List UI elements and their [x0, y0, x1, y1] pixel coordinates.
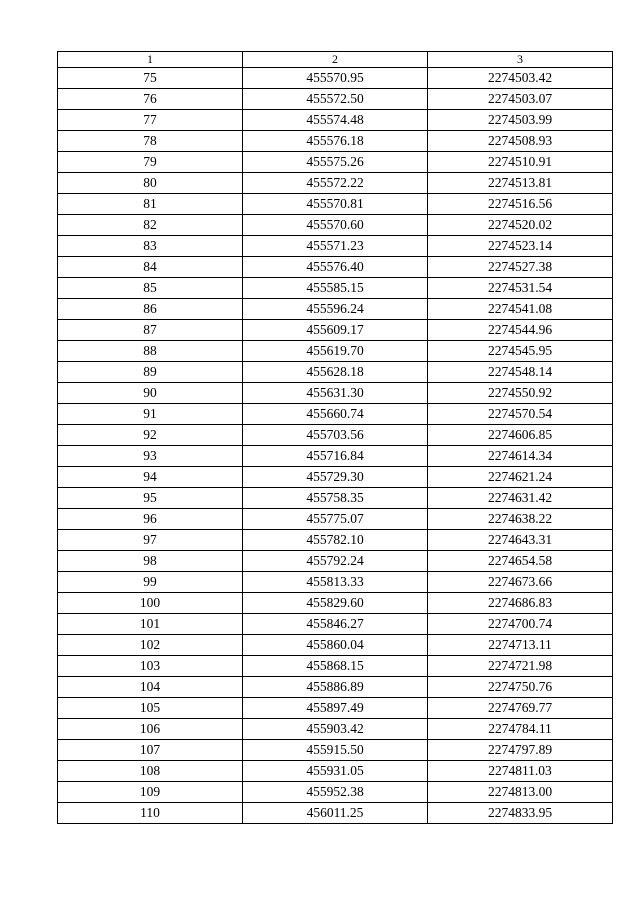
table-row — [58, 257, 613, 278]
y-coordinate-cell: 2274545.95 — [428, 341, 613, 362]
x-coordinate-cell: 455952.38 — [243, 782, 428, 803]
point-number-cell: 89 — [58, 362, 243, 383]
x-coordinate-cell: 455915.50 — [243, 740, 428, 761]
y-coordinate-cell: 2274833.95 — [428, 803, 613, 824]
table-row — [58, 446, 613, 467]
table-row — [58, 173, 613, 194]
x-coordinate-cell: 455868.15 — [243, 656, 428, 677]
table-row — [58, 404, 613, 425]
y-coordinate-cell: 2274510.91 — [428, 152, 613, 173]
table-row — [58, 425, 613, 446]
x-coordinate-cell: 455574.48 — [243, 110, 428, 131]
point-number-cell: 85 — [58, 278, 243, 299]
y-coordinate-cell: 2274643.31 — [428, 530, 613, 551]
x-coordinate-cell: 455596.24 — [243, 299, 428, 320]
table-row — [58, 278, 613, 299]
column-header-1: 1 — [58, 52, 243, 68]
x-coordinate-cell: 455619.70 — [243, 341, 428, 362]
point-number-cell: 81 — [58, 194, 243, 215]
table-row — [58, 131, 613, 152]
table-row — [58, 110, 613, 131]
table-row — [58, 215, 613, 236]
y-coordinate-cell: 2274513.81 — [428, 173, 613, 194]
point-number-cell: 90 — [58, 383, 243, 404]
y-coordinate-cell: 2274769.77 — [428, 698, 613, 719]
table-row — [58, 698, 613, 719]
y-coordinate-cell: 2274784.11 — [428, 719, 613, 740]
x-coordinate-cell: 456011.25 — [243, 803, 428, 824]
table-row — [58, 383, 613, 404]
y-coordinate-cell: 2274548.14 — [428, 362, 613, 383]
point-number-cell: 97 — [58, 530, 243, 551]
table-row — [58, 572, 613, 593]
table-row — [58, 320, 613, 341]
x-coordinate-cell: 455609.17 — [243, 320, 428, 341]
x-coordinate-cell: 455572.22 — [243, 173, 428, 194]
point-number-cell: 78 — [58, 131, 243, 152]
y-coordinate-cell: 2274797.89 — [428, 740, 613, 761]
table-row — [58, 467, 613, 488]
x-coordinate-cell: 455846.27 — [243, 614, 428, 635]
point-number-cell: 101 — [58, 614, 243, 635]
y-coordinate-cell: 2274508.93 — [428, 131, 613, 152]
point-number-cell: 83 — [58, 236, 243, 257]
column-header-3: 3 — [428, 52, 613, 68]
table-row — [58, 509, 613, 530]
x-coordinate-cell: 455775.07 — [243, 509, 428, 530]
y-coordinate-cell: 2274621.24 — [428, 467, 613, 488]
table-header — [58, 52, 613, 68]
point-number-cell: 79 — [58, 152, 243, 173]
y-coordinate-cell: 2274570.54 — [428, 404, 613, 425]
column-header-2: 2 — [243, 52, 428, 68]
y-coordinate-cell: 2274544.96 — [428, 320, 613, 341]
x-coordinate-cell: 455570.81 — [243, 194, 428, 215]
y-coordinate-cell: 2274721.98 — [428, 656, 613, 677]
y-coordinate-cell: 2274523.14 — [428, 236, 613, 257]
x-coordinate-cell: 455703.56 — [243, 425, 428, 446]
point-number-cell: 103 — [58, 656, 243, 677]
y-coordinate-cell: 2274503.99 — [428, 110, 613, 131]
table-row — [58, 740, 613, 761]
y-coordinate-cell: 2274638.22 — [428, 509, 613, 530]
x-coordinate-cell: 455792.24 — [243, 551, 428, 572]
table-row — [58, 89, 613, 110]
y-coordinate-cell: 2274606.85 — [428, 425, 613, 446]
point-number-cell: 76 — [58, 89, 243, 110]
table-row — [58, 614, 613, 635]
x-coordinate-cell: 455628.18 — [243, 362, 428, 383]
table-row — [58, 299, 613, 320]
y-coordinate-cell: 2274541.08 — [428, 299, 613, 320]
y-coordinate-cell: 2274813.00 — [428, 782, 613, 803]
point-number-cell: 95 — [58, 488, 243, 509]
point-number-cell: 109 — [58, 782, 243, 803]
y-coordinate-cell: 2274654.58 — [428, 551, 613, 572]
point-number-cell: 100 — [58, 593, 243, 614]
y-coordinate-cell: 2274673.66 — [428, 572, 613, 593]
x-coordinate-cell: 455570.60 — [243, 215, 428, 236]
point-number-cell: 87 — [58, 320, 243, 341]
point-number-cell: 110 — [58, 803, 243, 824]
point-number-cell: 84 — [58, 257, 243, 278]
x-coordinate-cell: 455585.15 — [243, 278, 428, 299]
header-row — [58, 52, 613, 68]
point-number-cell: 91 — [58, 404, 243, 425]
table-row — [58, 635, 613, 656]
y-coordinate-cell: 2274750.76 — [428, 677, 613, 698]
table-row — [58, 530, 613, 551]
y-coordinate-cell: 2274713.11 — [428, 635, 613, 656]
x-coordinate-cell: 455575.26 — [243, 152, 428, 173]
table-row — [58, 488, 613, 509]
table-row — [58, 68, 613, 89]
coordinates-table — [57, 51, 613, 824]
point-number-cell: 94 — [58, 467, 243, 488]
x-coordinate-cell: 455576.18 — [243, 131, 428, 152]
y-coordinate-cell: 2274503.07 — [428, 89, 613, 110]
y-coordinate-cell: 2274631.42 — [428, 488, 613, 509]
table-row — [58, 719, 613, 740]
table-row — [58, 362, 613, 383]
point-number-cell: 80 — [58, 173, 243, 194]
y-coordinate-cell: 2274686.83 — [428, 593, 613, 614]
x-coordinate-cell: 455813.33 — [243, 572, 428, 593]
y-coordinate-cell: 2274614.34 — [428, 446, 613, 467]
table-row — [58, 656, 613, 677]
x-coordinate-cell: 455886.89 — [243, 677, 428, 698]
point-number-cell: 98 — [58, 551, 243, 572]
table-body — [58, 68, 613, 824]
y-coordinate-cell: 2274811.03 — [428, 761, 613, 782]
point-number-cell: 88 — [58, 341, 243, 362]
x-coordinate-cell: 455897.49 — [243, 698, 428, 719]
table-row — [58, 551, 613, 572]
x-coordinate-cell: 455758.35 — [243, 488, 428, 509]
table-row — [58, 341, 613, 362]
table-row — [58, 677, 613, 698]
x-coordinate-cell: 455576.40 — [243, 257, 428, 278]
point-number-cell: 93 — [58, 446, 243, 467]
point-number-cell: 107 — [58, 740, 243, 761]
point-number-cell: 105 — [58, 698, 243, 719]
table-row — [58, 803, 613, 824]
y-coordinate-cell: 2274520.02 — [428, 215, 613, 236]
point-number-cell: 104 — [58, 677, 243, 698]
point-number-cell: 102 — [58, 635, 243, 656]
y-coordinate-cell: 2274503.42 — [428, 68, 613, 89]
y-coordinate-cell: 2274531.54 — [428, 278, 613, 299]
point-number-cell: 108 — [58, 761, 243, 782]
y-coordinate-cell: 2274516.56 — [428, 194, 613, 215]
x-coordinate-cell: 455570.95 — [243, 68, 428, 89]
point-number-cell: 92 — [58, 425, 243, 446]
table-row — [58, 593, 613, 614]
x-coordinate-cell: 455729.30 — [243, 467, 428, 488]
x-coordinate-cell: 455903.42 — [243, 719, 428, 740]
y-coordinate-cell: 2274527.38 — [428, 257, 613, 278]
x-coordinate-cell: 455572.50 — [243, 89, 428, 110]
x-coordinate-cell: 455860.04 — [243, 635, 428, 656]
table-row — [58, 782, 613, 803]
x-coordinate-cell: 455782.10 — [243, 530, 428, 551]
x-coordinate-cell: 455571.23 — [243, 236, 428, 257]
x-coordinate-cell: 455660.74 — [243, 404, 428, 425]
x-coordinate-cell: 455829.60 — [243, 593, 428, 614]
table-row — [58, 194, 613, 215]
x-coordinate-cell: 455716.84 — [243, 446, 428, 467]
point-number-cell: 86 — [58, 299, 243, 320]
y-coordinate-cell: 2274550.92 — [428, 383, 613, 404]
point-number-cell: 75 — [58, 68, 243, 89]
table-row — [58, 236, 613, 257]
point-number-cell: 96 — [58, 509, 243, 530]
x-coordinate-cell: 455631.30 — [243, 383, 428, 404]
table-row — [58, 761, 613, 782]
table-row — [58, 152, 613, 173]
point-number-cell: 82 — [58, 215, 243, 236]
point-number-cell: 106 — [58, 719, 243, 740]
y-coordinate-cell: 2274700.74 — [428, 614, 613, 635]
point-number-cell: 99 — [58, 572, 243, 593]
point-number-cell: 77 — [58, 110, 243, 131]
x-coordinate-cell: 455931.05 — [243, 761, 428, 782]
